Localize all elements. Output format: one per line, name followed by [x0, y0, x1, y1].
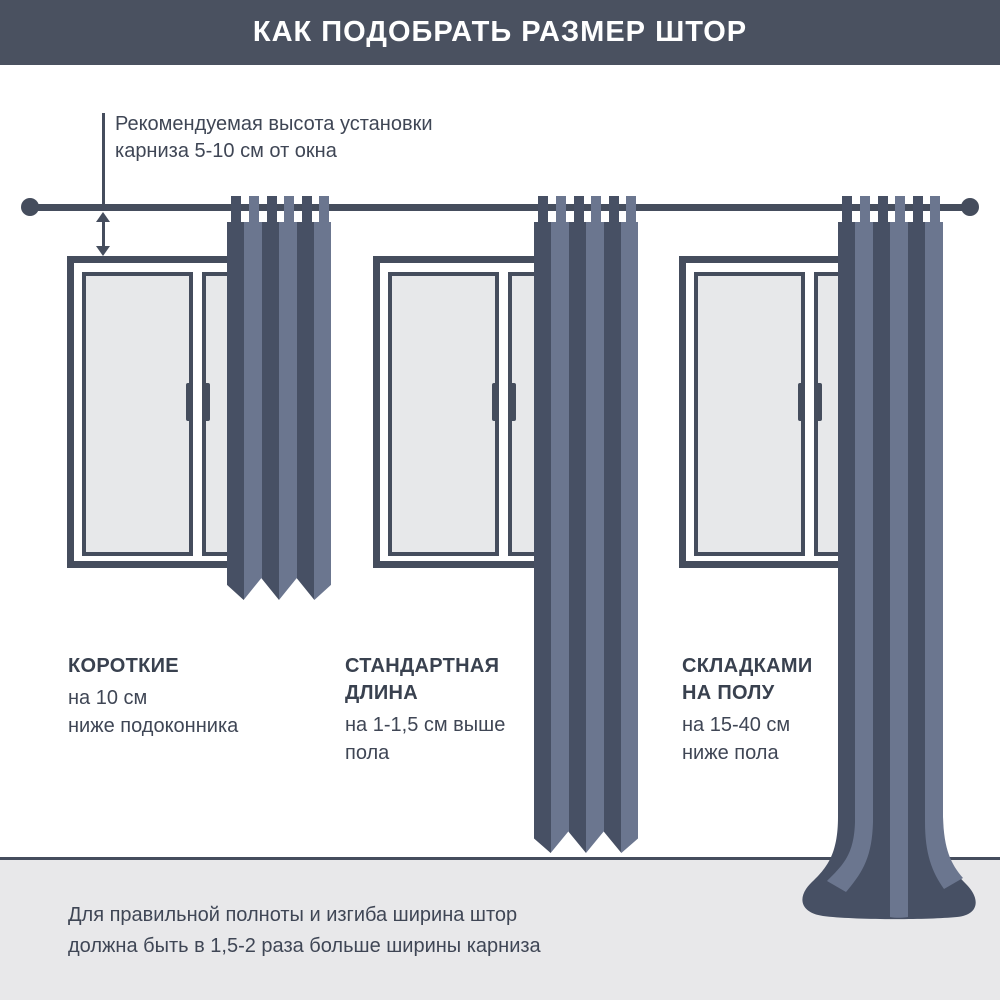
curtain-tab	[231, 196, 241, 223]
curtain-tab	[860, 196, 870, 223]
label-folds-desc: на 15-40 см ниже пола	[682, 714, 791, 764]
label-short-title: КОРОТКИЕ	[68, 655, 179, 677]
annotation-note	[115, 111, 433, 165]
arrow-shaft	[102, 219, 105, 249]
curtain-folds-on-floor	[795, 222, 980, 922]
curtain-tab	[556, 196, 566, 223]
footer-note	[68, 900, 541, 962]
window-2-pane-left	[388, 272, 499, 556]
arrow-down-icon	[96, 246, 110, 256]
footer-line-1: Для правильной полноты и изгиба ширина штор	[68, 904, 518, 926]
curtain-tab	[249, 196, 259, 223]
curtain-tab	[302, 196, 312, 223]
curtain-short-tabs	[227, 196, 331, 223]
annotation-line-1: Рекомендуемая высота установки	[115, 113, 433, 135]
curtain-tab	[538, 196, 548, 223]
curtain-puddle-silhouette	[802, 222, 975, 919]
curtain-rod	[30, 204, 970, 211]
page-title: КАК ПОДОБРАТЬ РАЗМЕР ШТОР	[252, 16, 748, 48]
rod-finial-right	[961, 198, 979, 216]
header	[0, 0, 1000, 65]
curtain-tab	[267, 196, 277, 223]
curtain-tab	[842, 196, 852, 223]
label-standard-desc: на 1-1,5 см выше пола	[345, 714, 506, 764]
window-2-handle-right	[509, 383, 516, 421]
curtain-tab	[609, 196, 619, 223]
curtain-tab	[930, 196, 940, 223]
curtain-tab	[626, 196, 636, 223]
window-1-handle-right	[203, 383, 210, 421]
curtain-light-stripe	[890, 222, 908, 918]
height-measure-arrow	[96, 212, 111, 256]
window-2-handle-left	[492, 383, 499, 421]
curtain-short	[227, 222, 331, 600]
window-1-pane-left	[82, 272, 193, 556]
curtain-standard	[534, 222, 638, 853]
label-short	[68, 653, 328, 740]
curtain-light-stripe	[925, 222, 963, 889]
annotation-pointer-line	[102, 113, 105, 204]
rod-finial-left	[21, 198, 39, 216]
label-short-desc: на 10 см ниже подоконника	[68, 687, 239, 737]
curtain-tab	[591, 196, 601, 223]
curtain-tab	[284, 196, 294, 223]
window-1-handle-left	[186, 383, 193, 421]
window-3-pane-left	[694, 272, 805, 556]
curtain-tab	[895, 196, 905, 223]
curtain-standard-tabs	[534, 196, 638, 223]
curtain-tab	[574, 196, 584, 223]
label-standard-title: СТАНДАРТНАЯ ДЛИНА	[345, 655, 500, 704]
curtain-tab	[319, 196, 329, 223]
footer-line-2: должна быть в 1,5-2 раза больше ширины карниза	[68, 935, 541, 957]
curtain-tab	[878, 196, 888, 223]
label-folds-title: СКЛАДКАМИ НА ПОЛУ	[682, 655, 813, 704]
curtain-folds-tabs	[838, 196, 942, 223]
curtain-tab	[913, 196, 923, 223]
annotation-line-2: карниза 5-10 см от окна	[115, 140, 337, 162]
